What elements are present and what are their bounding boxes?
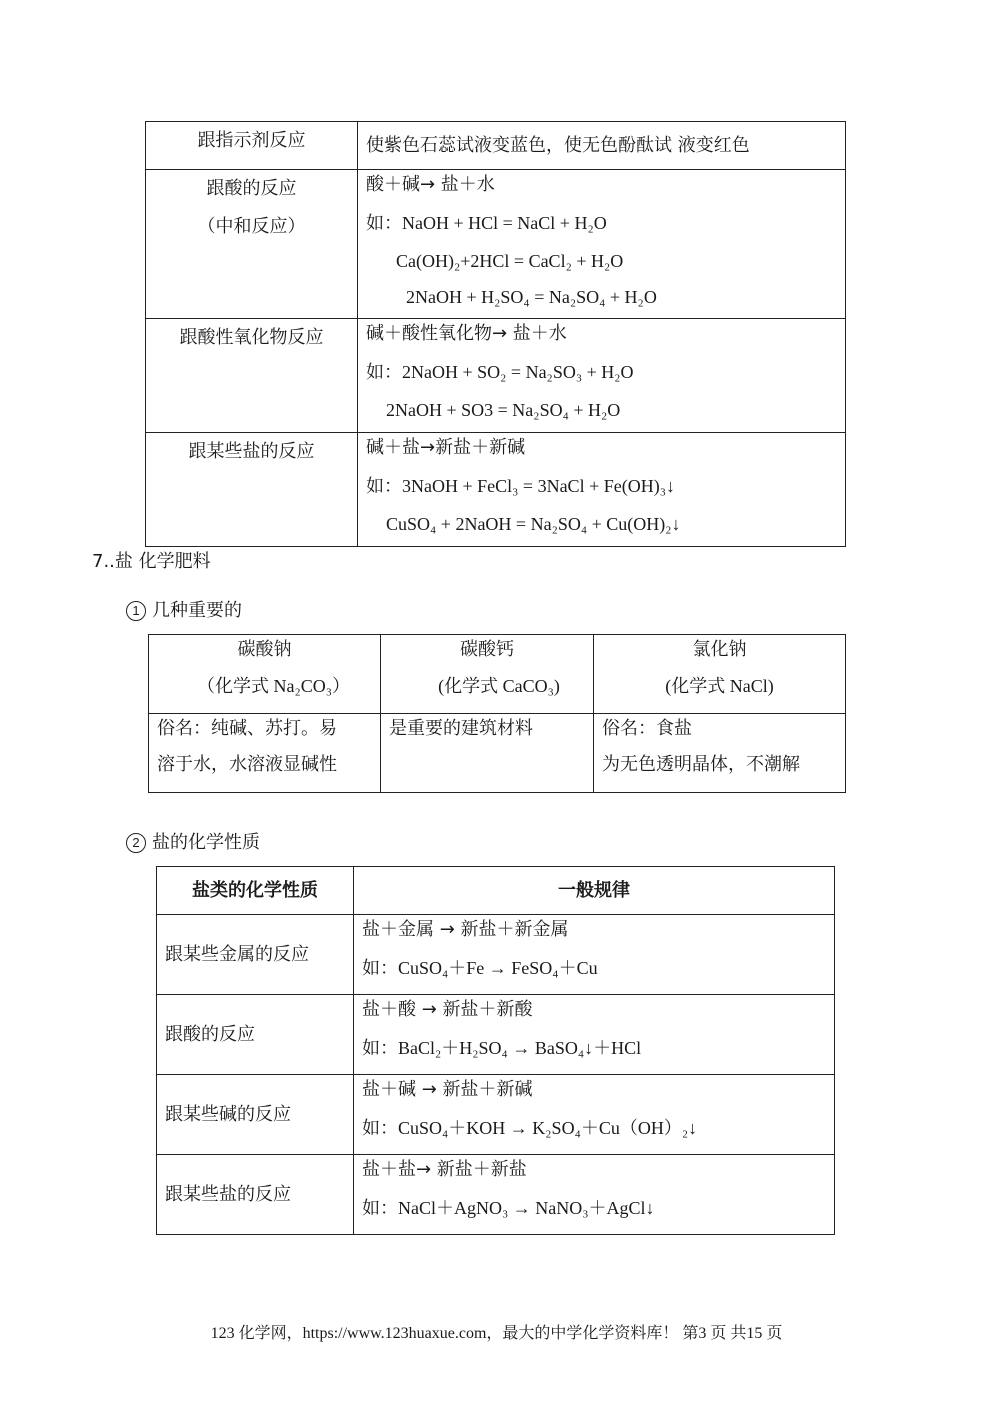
circled-number-2: 2 — [126, 833, 146, 853]
page-footer: 123 化学网，https://www.123huaxue.com，最大的中学化学资料库！ 第3 页 共15 页 — [210, 1325, 783, 1342]
table-row — [146, 170, 846, 319]
row-content-cell — [358, 122, 846, 170]
content-line: 盐＋金属 → 新盐＋新金属 — [362, 919, 569, 940]
content-line: 盐＋碱 → 新盐＋新碱 — [362, 1079, 533, 1100]
row-label-cell — [157, 995, 354, 1075]
row-label-sub: （中和反应） — [197, 216, 306, 237]
content-line: 酸＋碱→ 盐＋水 — [366, 174, 495, 195]
row-label-cell — [146, 122, 358, 170]
row-label-cell — [157, 1075, 354, 1155]
content-line: 如：3NaOH + FeCl₃ = 3NaCl + Fe(OH)₃↓ — [366, 476, 675, 496]
table-row — [149, 714, 846, 793]
salts-table — [148, 634, 846, 793]
subsection-heading — [126, 596, 242, 622]
row-label: 跟酸的反应 — [165, 1023, 255, 1045]
content-line: 碱＋酸性氧化物→ 盐＋水 — [366, 323, 567, 344]
cell-line: 俗名：食盐 — [602, 718, 692, 739]
content-line: 2NaOH + H₂SO₄ = Na₂SO₄ + H₂O — [406, 287, 657, 307]
header-cell — [381, 635, 594, 714]
row-label: 跟某些盐的反应 — [165, 1183, 291, 1205]
row-content-cell — [354, 1075, 835, 1155]
content-line: CuSO₄ + 2NaOH = Na₂SO₄ + Cu(OH)₂↓ — [386, 514, 681, 534]
row-label: 跟某些碱的反应 — [165, 1103, 291, 1125]
row-label-cell — [157, 915, 354, 995]
table-row — [157, 1155, 835, 1235]
content-line: 如：2NaOH + SO₂ = Na₂SO₃ + H₂O — [366, 362, 634, 382]
header-formula: （化学式 Na₂CO₃） — [196, 676, 351, 696]
row-label-cell — [146, 170, 358, 319]
row-content-cell — [354, 915, 835, 995]
content-line: Ca(OH)₂+2HCl = CaCl₂ + H₂O — [396, 251, 624, 271]
header-name: 碳酸钠 — [237, 639, 292, 660]
header-name: 碳酸钙 — [460, 639, 514, 660]
header-formula: (化学式 CaCO₃) — [438, 676, 560, 696]
header-name: 氯化钠 — [692, 639, 747, 660]
table-cell — [149, 714, 381, 793]
circled-number-1: 1 — [126, 601, 146, 621]
row-label-cell — [146, 319, 358, 433]
content-line: 盐＋酸 → 新盐＋新酸 — [362, 999, 533, 1020]
content-line: 如：BaCl₂＋H₂SO₄ → BaSO₄↓＋HCl — [362, 1038, 642, 1058]
header-formula: (化学式 NaCl) — [665, 676, 774, 696]
row-label: 跟酸的反应 — [206, 178, 297, 199]
table-row — [157, 1075, 835, 1155]
content-line: 如：NaOH + HCl = NaCl + H₂O — [366, 213, 607, 233]
table-row — [146, 433, 846, 547]
row-label-cell — [157, 1155, 354, 1235]
cell-line: 溶于水，水溶液显碱性 — [157, 754, 337, 775]
row-label: 跟某些盐的反应 — [188, 441, 315, 462]
content-line: 盐＋盐→ 新盐＋新盐 — [362, 1159, 527, 1180]
row-content-cell — [354, 1155, 835, 1235]
header-cell — [354, 867, 835, 915]
content-line: 如：CuSO₄＋KOH → K₂SO₄＋Cu（OH）₂↓ — [362, 1118, 698, 1138]
row-content-cell — [358, 433, 846, 547]
cell-line: 俗名：纯碱、苏打。易 — [157, 718, 337, 739]
cell-line: 为无色透明晶体，不潮解 — [602, 754, 800, 775]
salt-properties-table — [156, 866, 835, 1235]
row-label: 跟某些金属的反应 — [165, 943, 309, 965]
header-label: 一般规律 — [558, 879, 630, 901]
table-cell — [594, 714, 846, 793]
subsection-heading — [126, 828, 260, 854]
table-cell — [381, 714, 594, 793]
row-label: 跟指示剂反应 — [197, 130, 306, 151]
base-reactions-table — [145, 121, 846, 547]
row-label: 跟酸性氧化物反应 — [179, 327, 324, 348]
section-heading: 7..盐 化学肥料 — [92, 551, 211, 572]
row-content-cell — [354, 995, 835, 1075]
content-line: 如：CuSO₄＋Fe → FeSO₄＋Cu — [362, 958, 598, 978]
content-line: 使紫色石蕊试液变蓝色，使无色酚酞试 液变红色 — [366, 134, 750, 156]
table-row — [157, 915, 835, 995]
subsection-title: 盐的化学性质 — [152, 832, 260, 853]
header-cell — [594, 635, 846, 714]
header-label: 盐类的化学性质 — [192, 879, 318, 901]
table-header-row — [157, 867, 835, 915]
content-line: 2NaOH + SO3 = Na₂SO₄ + H₂O — [386, 400, 621, 420]
content-line: 如：NaCl＋AgNO₃ → NaNO₃＋AgCl↓ — [362, 1198, 655, 1218]
content-line: 碱＋盐→新盐＋新碱 — [366, 437, 526, 458]
header-cell — [157, 867, 354, 915]
subsection-title: 几种重要的 — [152, 600, 242, 621]
cell-line: 是重要的建筑材料 — [389, 718, 533, 739]
header-cell — [149, 635, 381, 714]
row-content-cell — [358, 319, 846, 433]
row-label-cell — [146, 433, 358, 547]
table-row — [157, 995, 835, 1075]
table-row — [146, 319, 846, 433]
table-header-row — [149, 635, 846, 714]
row-content-cell — [358, 170, 846, 319]
table-row — [146, 122, 846, 170]
